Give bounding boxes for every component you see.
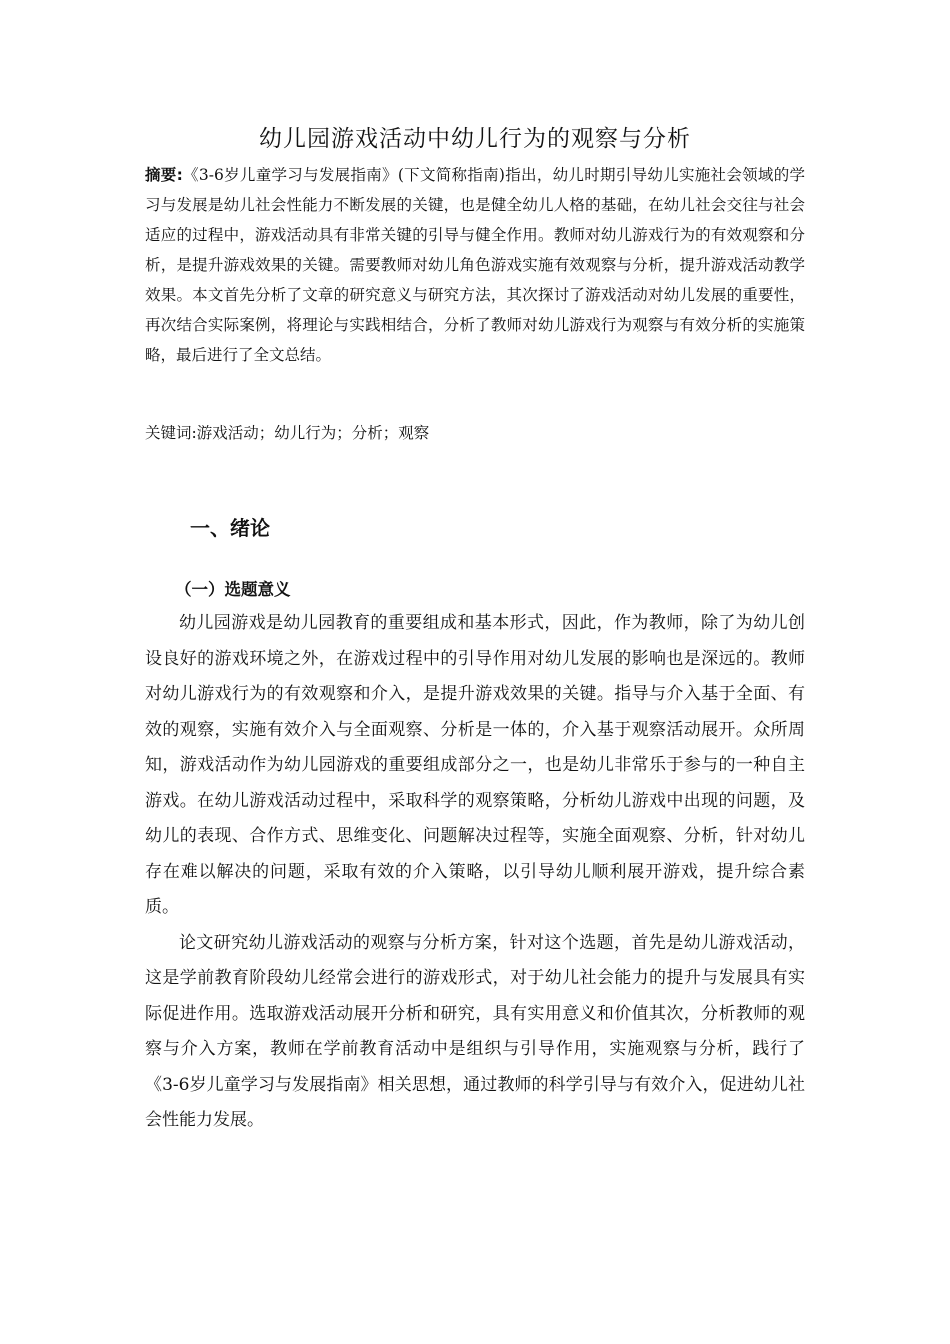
document-title: 幼儿园游戏活动中幼儿行为的观察与分析 [259,126,691,152]
paragraph: 论文研究幼儿游戏活动的观察与分析方案，针对这个选题，首先是幼儿游戏活动，这是学前教育阶段幼儿经常会进行的游戏形式，对于幼儿社会能力的提升与发展具有实际促进作用。选取游戏活动展开分析和研究，具有实用意义和价值其次，分析教师的观察与介入方案，教师在学前教育活动中是组织与引导作用，实施观察与分析，践行了《3-6岁儿童学习与发展指南》相关思想，通过教师的科学引导与有效介入，促进幼儿社会性能力发展。 [145,932,805,1130]
abstract-label: 摘要: [145,166,183,184]
keywords [145,418,805,448]
abstract [145,160,805,370]
abstract-text: 《3-6岁儿童学习与发展指南》(下文简称指南)指出，幼儿时期引导幼儿实施社会领域的学习与发展是幼儿社会性能力不断发展的关键，也是健全幼儿人格的基础，在幼儿社会交往与社会适应的过程中，游戏活动具有非常关键的引导与健全作用。教师对幼儿游戏行为的有效观察和分析，是提升游戏效果的关键。需要教师对幼儿角色游戏实施有效观察与分析，提升游戏活动教学效果。本文首先分析了文章的研究意义与研究方法，其次探讨了游戏活动对幼儿发展的重要性，再次结合实际案例，将理论与实践相结合，分析了教师对幼儿游戏行为观察与有效分析的实施策略，最后进行了全文总结。 [145,166,805,364]
keywords-text: :游戏活动；幼儿行为；分析；观察 [191,424,430,442]
subsection-heading: （一）选题意义 [175,580,291,599]
paragraph: 幼儿园游戏是幼儿园教育的重要组成和基本形式，因此，作为教师，除了为幼儿创设良好的游戏环境之外，在游戏过程中的引导作用对幼儿发展的影响也是深远的。教师对幼儿游戏行为的有效观察和介入，是提升游戏效果的关键。指导与介入基于全面、有效的观察，实施有效介入与全面观察、分析是一体的，介入基于观察活动展开。众所周知，游戏活动作为幼儿园游戏的重要组成部分之一，也是幼儿非常乐于参与的一种自主游戏。在幼儿游戏活动过程中，采取科学的观察策略，分析幼儿游戏中出现的问题，及幼儿的表现、合作方式、思维变化、问题解决过程等，实施全面观察、分析，针对幼儿存在难以解决的问题，采取有效的介入策略，以引导幼儿顺利展开游戏，提升综合素质。 [145,613,805,917]
body-text [145,606,805,1139]
section-heading: 一、绪论 [190,516,270,540]
keywords-label: 关键词 [145,424,192,442]
